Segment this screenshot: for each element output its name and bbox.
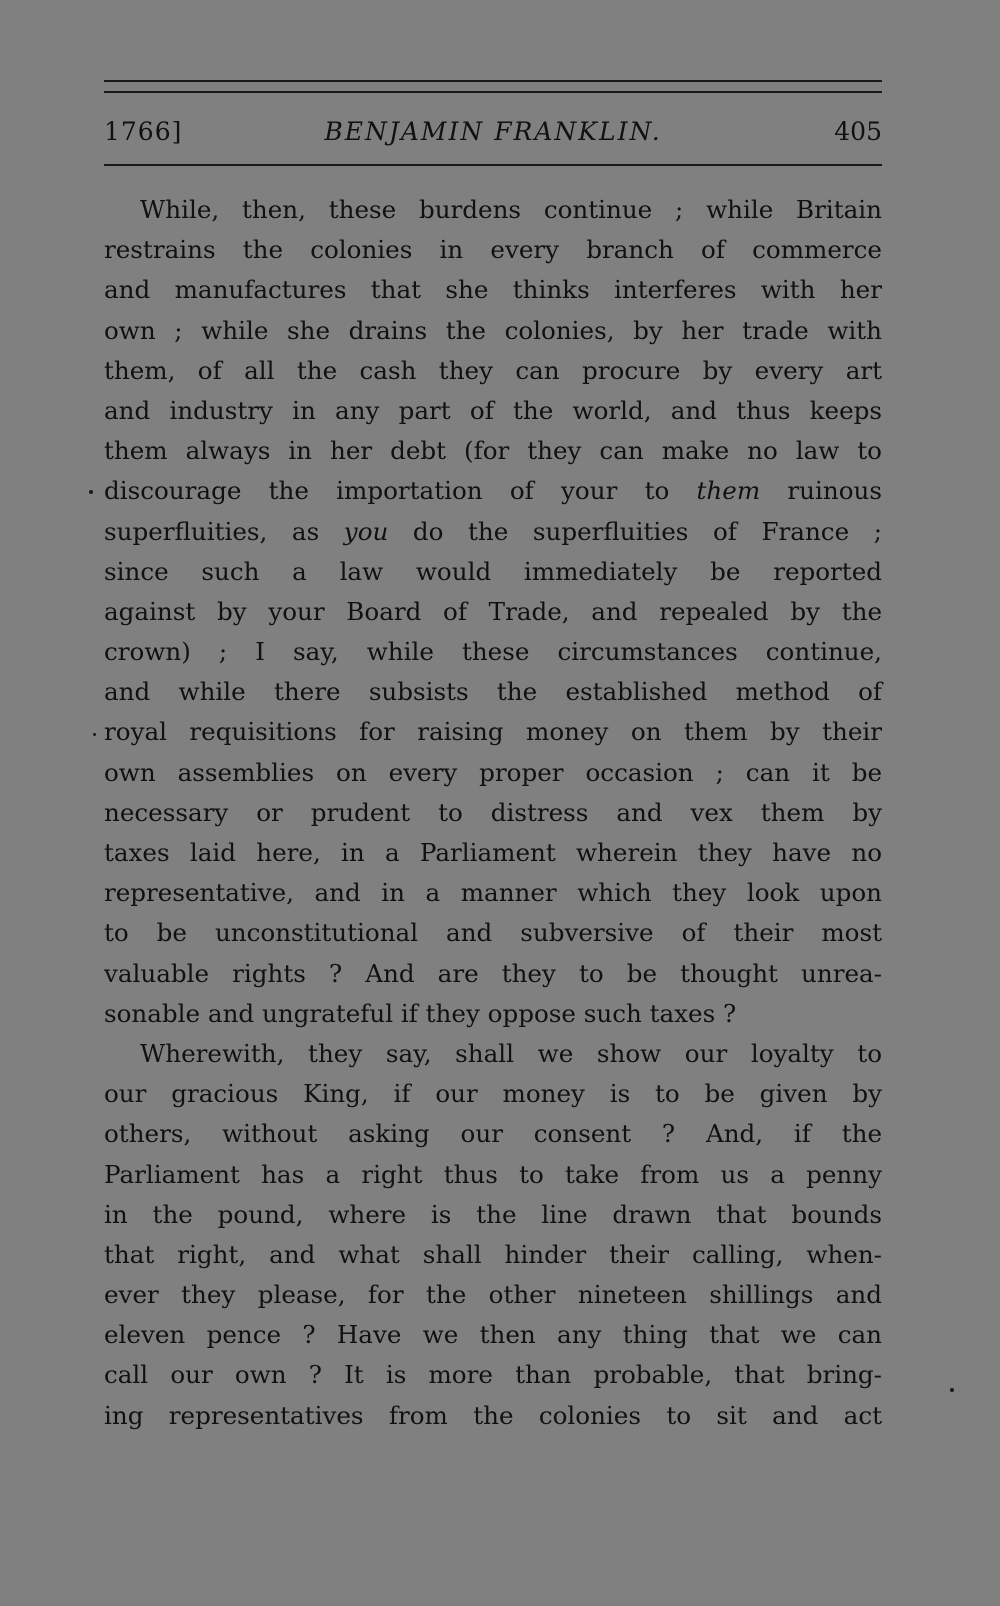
text-line xyxy=(104,512,882,552)
header-year: 1766] xyxy=(104,117,183,146)
text-line: them, of all the cash they can procure by every art xyxy=(104,355,882,385)
italic-word: them xyxy=(696,476,761,506)
text-run: superfluities, as xyxy=(104,516,344,546)
text-line: restrains the colonies in every branch of commerce xyxy=(104,235,882,265)
text-line: valuable rights ? And are they to be thought unrea- xyxy=(104,958,882,988)
text-run: discourage the importation of your to xyxy=(104,476,697,506)
text-line: eleven pence ? Have we then any thing that we can xyxy=(104,1320,882,1350)
text-line: While, then, these burdens continue ; while Britain xyxy=(140,195,882,224)
text-line: and industry in any part of the world, and thus keeps xyxy=(104,395,882,425)
ink-speck xyxy=(950,1388,954,1392)
text-run: do the superfluities of France ; xyxy=(388,516,882,546)
text-line: necessary or prudent to distress and vex them by xyxy=(104,797,882,827)
text-line: to be unconstitutional and subversive of their most xyxy=(104,918,882,948)
text-line: Wherewith, they say, shall we show our loyalty to xyxy=(140,1038,882,1068)
text-line: ing representatives from the colonies to sit and act xyxy=(104,1400,882,1430)
text-line: and manufactures that she thinks interferes with her xyxy=(104,275,882,305)
text-line: royal requisitions for raising money on them by their xyxy=(104,717,882,747)
text-line: our gracious King, if our money is to be given by xyxy=(104,1079,882,1109)
text-line: ever they please, for the other nineteen shillings and xyxy=(104,1280,882,1310)
top-rule-thin xyxy=(104,91,882,93)
text-line: that right, and what shall hinder their calling, when- xyxy=(104,1239,882,1269)
text-line: and while there subsists the established method of xyxy=(104,677,882,707)
ink-speck xyxy=(89,490,93,494)
italic-word: you xyxy=(343,516,389,546)
page-number: 405 xyxy=(834,117,882,146)
text-line: representative, and in a manner which they look upon xyxy=(104,878,882,908)
text-line: since such a law would immediately be reported xyxy=(104,556,882,586)
text-run: ruinous xyxy=(760,476,882,506)
header-rule xyxy=(104,164,882,166)
text-line: in the pound, where is the line drawn that bounds xyxy=(104,1199,882,1229)
text-line: taxes laid here, in a Parliament wherein they have no xyxy=(104,838,882,867)
body-text xyxy=(104,190,882,1436)
text-line: call our own ? It is more than probable, that bring- xyxy=(104,1360,882,1390)
top-rule xyxy=(104,80,882,82)
book-page xyxy=(104,0,882,1606)
text-line: own assemblies on every proper occasion ; can it be xyxy=(104,757,882,787)
text-line: Parliament has a right thus to take from us a penny xyxy=(104,1159,882,1189)
running-head xyxy=(104,112,882,152)
text-line: own ; while she drains the colonies, by her trade with xyxy=(104,315,882,345)
header-title: BENJAMIN FRANKLIN. xyxy=(324,117,662,146)
text-line: crown) ; I say, while these circumstances continue, xyxy=(104,637,882,667)
text-line: them always in her debt (for they can make no law to xyxy=(104,436,882,466)
text-line: sonable and ungrateful if they oppose such taxes ? xyxy=(104,998,737,1028)
text-line: others, without asking our consent ? And, if the xyxy=(104,1119,882,1149)
ink-speck xyxy=(93,733,96,736)
text-line: against by your Board of Trade, and repealed by the xyxy=(104,596,882,626)
text-line xyxy=(104,471,882,511)
